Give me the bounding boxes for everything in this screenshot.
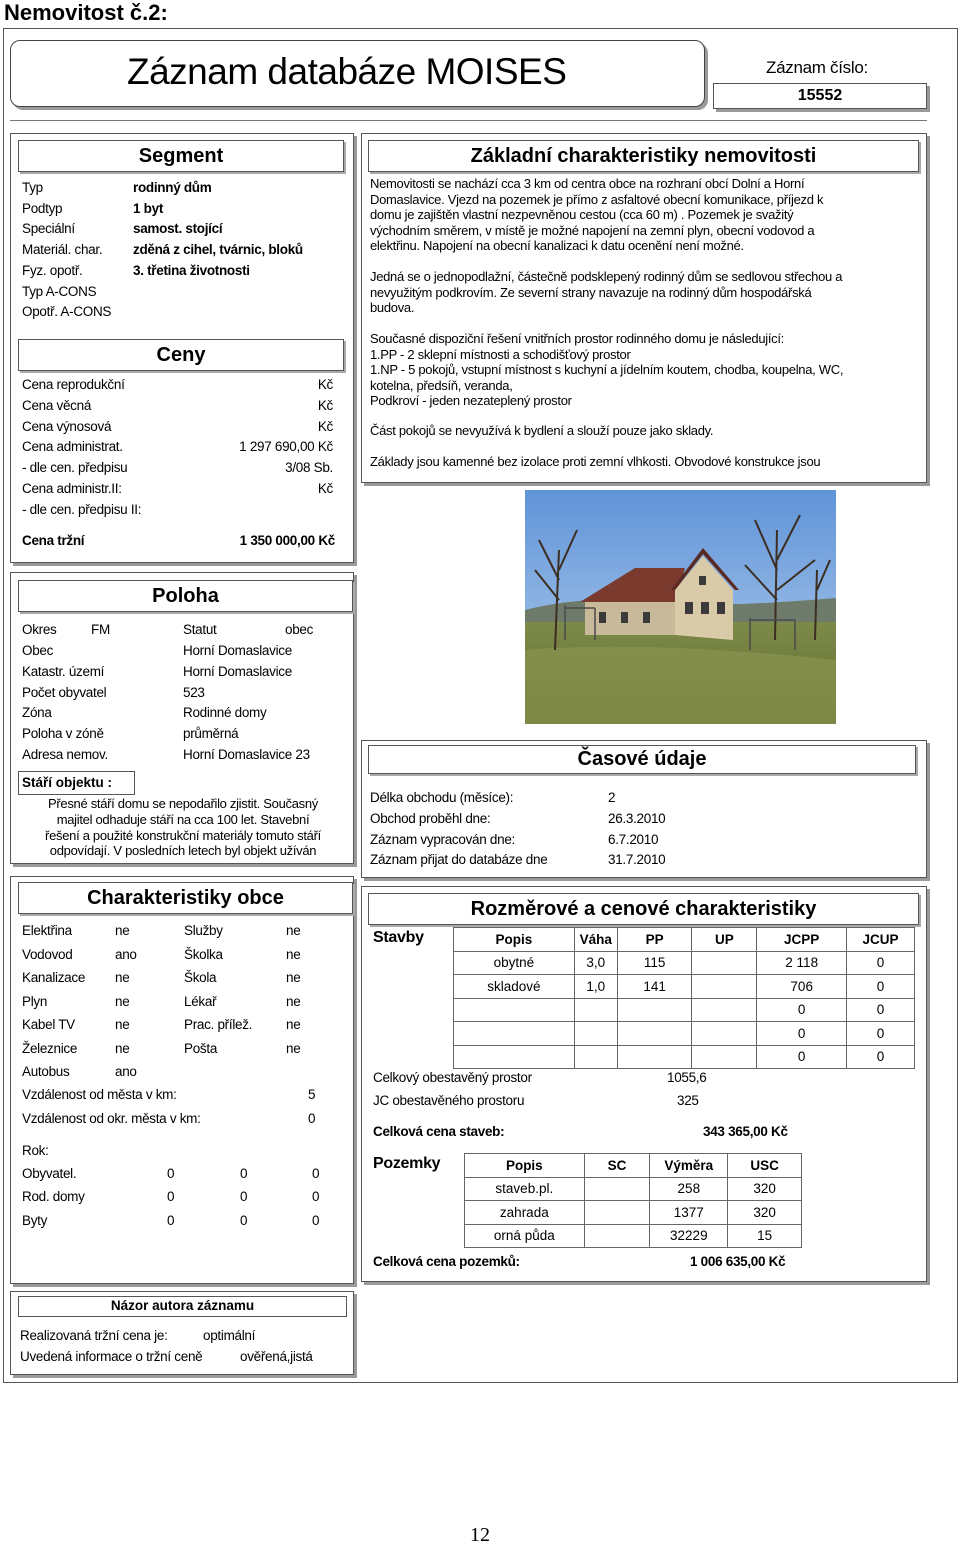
table-cell — [584, 1177, 650, 1201]
zakladni-title: Základní charakteristiky nemovitosti — [368, 140, 919, 172]
obec-row-label: Vodovod — [22, 946, 73, 962]
record-number: 15552 — [797, 87, 843, 104]
table-cell — [692, 951, 757, 975]
table-cell: 258 — [650, 1177, 728, 1201]
obec-stat-value: 0 — [312, 1189, 320, 1205]
table-cell: 2 118 — [757, 951, 847, 975]
okres-value: FM — [91, 622, 110, 637]
nazor-title: Názor autora záznamu — [18, 1296, 347, 1317]
casove-row-label: Záznam přijat do databáze dne — [370, 852, 548, 868]
obec-stat-value: 0 — [167, 1189, 175, 1205]
obec-row-label: Lékař — [184, 993, 217, 1009]
obec-row-label: Kabel TV — [22, 1017, 75, 1033]
ceny-row-label: Cena administrat. — [22, 439, 123, 455]
zakladni-text-line: Základy jsou kamenné bez izolace proti zemní vlhkosti. Obvodové konstrukce jsou — [370, 454, 821, 469]
nazor-row1-value: optimální — [203, 1328, 256, 1343]
vzd-okr-label: Vzdálenost od okr. města v km: — [22, 1111, 201, 1126]
table-header-cell: SC — [584, 1154, 650, 1178]
table-cell: obytné — [454, 951, 575, 975]
segment-row-value: samost. stojící — [133, 221, 223, 237]
zakladni-text-line: Jedná se o jednopodlažní, částečně podsklepený rodinný dům se sedlovou střechou a — [370, 269, 843, 284]
ceny-row-label: - dle cen. předpisu — [22, 460, 128, 476]
table-cell — [454, 998, 575, 1022]
segment-row-label: Materiál. char. — [22, 242, 103, 258]
obest-value: 1055,6 — [667, 1070, 707, 1085]
header-title-box — [10, 40, 705, 107]
poloha-row-label: Adresa nemov. — [22, 747, 108, 762]
stari-label-box: Stáří objektu : — [18, 771, 135, 795]
table-cell: orná půda — [465, 1224, 585, 1248]
zakladni-text-line: 1.NP - 5 pokojů, vstupní místnost s kuchyní a jídelním koutem, chodba, koupelna, WC, — [370, 362, 844, 377]
casove-title: Časové údaje — [368, 745, 916, 774]
zakladni-text-line: 1.PP - 2 sklepní místnosti a schodišťový prostor — [370, 346, 631, 362]
ceny-row-value: 3/08 Sb. — [285, 460, 333, 476]
nazor-row2-value: ověřená,jistá — [240, 1349, 313, 1364]
table-cell: 0 — [757, 1022, 847, 1046]
table-cell — [617, 998, 692, 1022]
table-cell: 32229 — [650, 1224, 728, 1248]
table-header-cell: Váha — [574, 928, 617, 952]
table-cell: 0 — [847, 1022, 915, 1046]
segment-row-value: zděná z cihel, tvárnic, bloků — [133, 242, 303, 258]
poloha-row-label: Katastr. území — [22, 663, 105, 679]
poloha-row-label: Poloha v zóně — [22, 726, 104, 742]
table-header-cell: Popis — [454, 928, 575, 952]
cena-staveb-value: 343 365,00 Kč — [703, 1124, 788, 1139]
poloha-row-label: Zóna — [22, 705, 52, 721]
table-cell — [454, 1022, 575, 1046]
casove-row-value: 31.7.2010 — [608, 852, 666, 868]
pozemky-label: Pozemky — [373, 1155, 441, 1172]
obec-row-value: ne — [286, 946, 301, 962]
cena-staveb-label: Celková cena staveb: — [373, 1124, 505, 1139]
ceny-row-value: Kč — [317, 377, 333, 392]
obec-row-value: ne — [286, 970, 301, 986]
obec-row-label: Prac. přílež. — [184, 1017, 253, 1033]
table-cell: zahrada — [465, 1201, 585, 1225]
obec-row-label: Kanalizace — [22, 970, 86, 986]
casove-row-label: Záznam vypracován dne: — [370, 831, 515, 847]
zakladni-text-line: Nemovitosti se nachází cca 3 km od centra obce na rozhraní obcí Dolní a Horní — [370, 176, 805, 191]
nazor-row1-label: Realizovaná tržní cena je: — [20, 1328, 168, 1343]
obec-row-value: ne — [115, 970, 130, 986]
table-cell: 0 — [847, 975, 915, 999]
casove-row-label: Obchod proběhl dne: — [370, 810, 491, 826]
table-cell: 115 — [617, 951, 692, 975]
obec-stat-value: 0 — [312, 1212, 320, 1228]
obec-row-label: Plyn — [22, 993, 48, 1009]
stavby-table — [453, 927, 915, 1069]
ceny-title: Ceny — [18, 339, 344, 371]
table-row — [454, 1022, 915, 1046]
table-cell — [617, 1045, 692, 1069]
zakladni-text-line: nevyužitým podkrovím. Ze severní strany navazuje na rodinný dům hospodářská — [370, 284, 812, 300]
obec-row-value: ne — [286, 1017, 301, 1033]
casove-row-label: Délka obchodu (měsíce): — [370, 790, 514, 805]
table-cell — [574, 1045, 617, 1069]
obec-row-value: ne — [115, 1041, 130, 1056]
segment-row-label: Typ — [22, 180, 43, 195]
obec-row-value: ne — [286, 1041, 301, 1056]
rok-label: Rok: — [22, 1143, 49, 1158]
obec-stat-value: 0 — [240, 1212, 248, 1228]
obec-title: Charakteristiky obce — [18, 882, 353, 914]
obec-stat-value: 0 — [167, 1166, 175, 1181]
obec-row-label: Škola — [184, 970, 217, 986]
table-cell: staveb.pl. — [465, 1177, 585, 1201]
stari-text-line: Přesné stáří domu se nepodařilo zjistit. Současný — [48, 796, 318, 811]
obec-row-value: ne — [115, 993, 130, 1009]
table-header-cell: UP — [692, 928, 757, 952]
table-cell: 0 — [757, 998, 847, 1022]
nazor-row2-label: Uvedená informace o tržní ceně — [20, 1349, 203, 1364]
obec-row-value: ne — [286, 923, 301, 938]
obec-stat-label: Byty — [22, 1212, 48, 1228]
statut-value: obec — [285, 622, 314, 637]
okres-label: Okres — [22, 622, 57, 637]
zakladni-text-line: elektřinu. Napojení na obecní kanalizaci k datu ocenění není možné. — [370, 238, 744, 253]
ceny-row-label: Cena administr.II: — [22, 481, 122, 496]
segment-row-label: Podtyp — [22, 200, 63, 216]
property-photo — [525, 490, 836, 724]
table-cell — [574, 998, 617, 1022]
header-divider — [10, 120, 927, 121]
vzd-mesta-label: Vzdálenost od města v km: — [22, 1087, 177, 1102]
table-cell — [692, 998, 757, 1022]
casove-row-value: 26.3.2010 — [608, 810, 666, 826]
table-cell — [692, 975, 757, 999]
table-cell: 706 — [757, 975, 847, 999]
table-cell — [692, 1045, 757, 1069]
table-cell: 0 — [847, 951, 915, 975]
table-row — [454, 951, 915, 975]
segment-row-label: Speciální — [22, 221, 75, 237]
ceny-row-label: Cena výnosová — [22, 418, 112, 434]
table-header-cell: PP — [617, 928, 692, 952]
zakladni-text-line: kotelna, předsíň, veranda, — [370, 377, 513, 393]
jc-label: JC obestavěného prostoru — [373, 1093, 525, 1108]
table-row — [465, 1224, 802, 1248]
segment-row-value: 3. třetina životnosti — [133, 262, 250, 278]
obec-stat-value: 0 — [167, 1212, 175, 1228]
pozemky-table — [464, 1153, 802, 1248]
table-header-cell: Výměra — [650, 1154, 728, 1178]
obec-stat-value: 0 — [240, 1189, 248, 1205]
ceny-row-value: Kč — [317, 418, 333, 434]
segment-row-value: rodinný dům — [133, 180, 212, 195]
cena-pozemku-value: 1 006 635,00 Kč — [690, 1254, 786, 1269]
rozmer-title: Rozměrové a cenové charakteristiky — [368, 893, 919, 925]
zakladni-text-line: Domaslavice. Vjezd na pozemek je přímo z asfaltové obecní komunikace, příjezd k — [370, 191, 824, 207]
table-cell: 0 — [847, 1045, 915, 1069]
segment-row-label: Fyz. opotř. — [22, 262, 83, 278]
table-cell: 3,0 — [574, 951, 617, 975]
page-number: 12 — [470, 1524, 490, 1543]
obec-stat-value: 0 — [240, 1166, 248, 1181]
ceny-row-label: Cena reprodukční — [22, 377, 125, 392]
market-price-label: Cena tržní — [22, 533, 85, 548]
poloha-row-value: Rodinné domy — [183, 705, 267, 721]
zakladni-text-line: Současné dispoziční řešení vnitřních prostor rodinného domu je následující: — [370, 331, 784, 346]
table-header-cell: JCUP — [847, 928, 915, 952]
vzd-mesta-value: 5 — [308, 1087, 316, 1102]
obec-row-value: ano — [115, 946, 137, 962]
ceny-row-value: Kč — [317, 481, 333, 496]
table-row — [454, 998, 915, 1022]
table-header-row — [465, 1154, 802, 1178]
table-cell — [692, 1022, 757, 1046]
table-header-cell: USC — [728, 1154, 802, 1178]
poloha-row-label: Obec — [22, 643, 54, 658]
table-row — [454, 1045, 915, 1069]
autobus-label: Autobus — [22, 1064, 70, 1079]
segment-row-label: Opotř. A-CONS — [22, 304, 112, 320]
casove-row-value: 6.7.2010 — [608, 831, 659, 847]
obec-row-label: Služby — [184, 923, 223, 938]
ceny-row-value: Kč — [317, 397, 333, 413]
ceny-row-label: - dle cen. předpisu II: — [22, 501, 142, 517]
vzd-okr-value: 0 — [308, 1111, 316, 1126]
house-photo-illustration — [525, 490, 836, 724]
poloha-title: Poloha — [18, 580, 353, 612]
table-cell: skladové — [454, 975, 575, 999]
table-cell: 1377 — [650, 1201, 728, 1225]
stari-text-line: odpovídají. V posledních letech byl objekt užíván — [49, 843, 317, 859]
zakladni-text-line: domu je zajištěn vlastní nezpevněnou cestou (cca 60 m) . Pozemek je svažitý — [370, 207, 794, 222]
obec-row-value: ne — [115, 923, 130, 938]
table-cell — [617, 1022, 692, 1046]
poloha-row-value: Horní Domaslavice 23 — [183, 747, 310, 762]
table-header-cell: JCPP — [757, 928, 847, 952]
record-number-label: Záznam číslo: — [766, 58, 868, 77]
obec-row-label: Pošta — [184, 1041, 218, 1056]
table-cell: 15 — [728, 1224, 802, 1248]
record-number-box — [713, 83, 927, 109]
obec-stat-label: Rod. domy — [22, 1189, 85, 1205]
table-header-row — [454, 928, 915, 952]
segment-title: Segment — [18, 140, 344, 172]
table-row — [465, 1177, 802, 1201]
table-cell — [454, 1045, 575, 1069]
table-cell — [584, 1201, 650, 1225]
zakladni-text-line: východním směrem, v místě je možné napojení na zemní plyn, obecní vodovod a — [370, 222, 815, 238]
page-heading: Nemovitost č.2: — [4, 0, 168, 25]
cena-pozemku-label: Celková cena pozemků: — [373, 1254, 520, 1269]
poloha-row-label: Počet obyvatel — [22, 684, 107, 700]
poloha-row-value: 523 — [183, 684, 205, 700]
obec-stat-label: Obyvatel. — [22, 1166, 77, 1181]
obec-row-label: Železnice — [22, 1041, 78, 1056]
table-cell — [584, 1224, 650, 1248]
zakladni-text-line: Část pokojů se nevyužívá k bydlení a slouží pouze jako sklady. — [370, 423, 714, 438]
stari-text-line: řešení a použité konstrukční materiály tomuto stáří — [45, 827, 321, 843]
statut-label: Statut — [183, 622, 217, 637]
table-row — [465, 1201, 802, 1225]
zakladni-text-line: budova. — [370, 300, 415, 315]
obec-row-label: Elektřina — [22, 923, 72, 938]
poloha-row-value: Horní Domaslavice — [183, 663, 292, 679]
table-cell: 1,0 — [574, 975, 617, 999]
segment-row-value: 1 byt — [133, 200, 164, 216]
table-header-cell: Popis — [465, 1154, 585, 1178]
obec-row-label: Školka — [184, 946, 223, 962]
jc-value: 325 — [677, 1093, 699, 1108]
table-cell — [574, 1022, 617, 1046]
autobus-value: ano — [115, 1064, 137, 1079]
ceny-row-value: 1 297 690,00 Kč — [239, 439, 333, 455]
casove-row-value: 2 — [608, 790, 616, 805]
obec-row-value: ne — [115, 1017, 130, 1033]
stavby-label: Stavby — [373, 929, 424, 946]
poloha-row-value: průměrná — [183, 726, 239, 742]
table-row — [454, 975, 915, 999]
header-title: Záznam databáze MOISES — [127, 51, 567, 92]
obec-row-value: ne — [286, 993, 301, 1009]
obest-label: Celkový obestavěný prostor — [373, 1070, 532, 1085]
poloha-row-value: Horní Domaslavice — [183, 643, 292, 658]
segment-row-label: Typ A-CONS — [22, 283, 97, 299]
ceny-row-label: Cena věcná — [22, 397, 92, 413]
table-cell: 0 — [847, 998, 915, 1022]
market-price-value: 1 350 000,00 Kč — [239, 533, 335, 548]
stari-text-line: majitel odhaduje stáří na cca 100 let. Stavební — [56, 811, 310, 827]
obec-stat-value: 0 — [312, 1166, 320, 1181]
table-cell: 320 — [728, 1177, 802, 1201]
table-cell: 320 — [728, 1201, 802, 1225]
zakladni-text-line: Podkroví - jeden nezateplený prostor — [370, 393, 572, 408]
table-cell: 0 — [757, 1045, 847, 1069]
table-cell: 141 — [617, 975, 692, 999]
